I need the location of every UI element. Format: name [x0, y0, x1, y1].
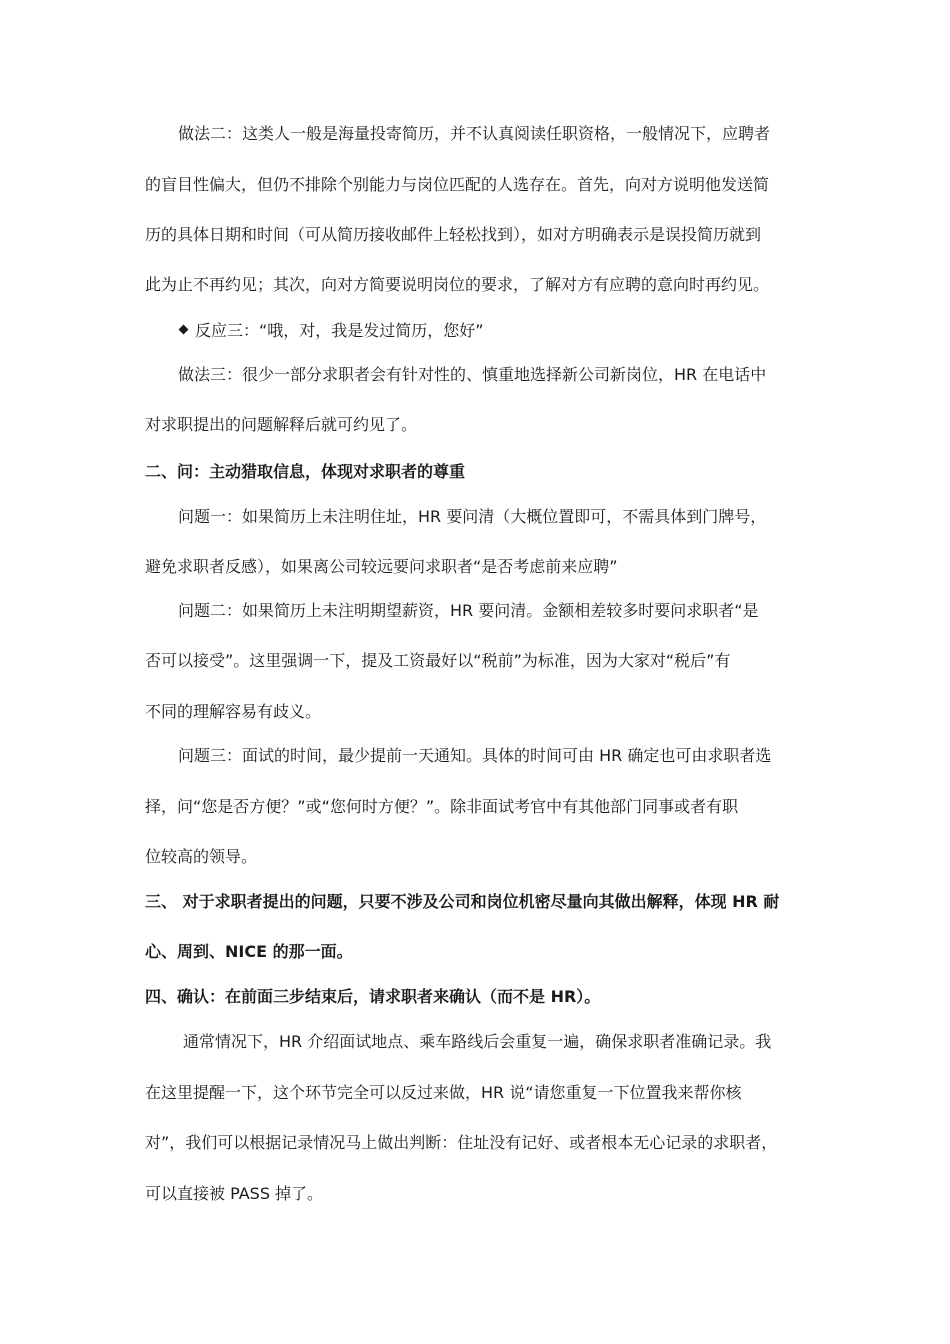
paragraph-line: 对求职提出的问题解释后就可约见了。 — [145, 415, 418, 434]
paragraph-line: 问题二：如果简历上未注明期望薪资，HR 要问清。金额相差较多时要问求职者“是 — [178, 601, 759, 620]
bullet-item — [180, 320, 484, 342]
paragraph-line: 不同的理解容易有歧义。 — [145, 702, 322, 721]
paragraph-line: 择，问“您是否方便？”或“您何时方便？”。除非面试考官中有其他部门同事或者有职 — [145, 797, 739, 816]
paragraph-line: 做法二：这类人一般是海量投寄简历，并不认真阅读任职资格，一般情况下，应聘者 — [178, 124, 771, 143]
paragraph-line: 问题三：面试的时间，最少提前一天通知。具体的时间可由 HR 确定也可由求职者选 — [178, 746, 772, 765]
diamond-bullet-icon — [179, 325, 189, 335]
bullet-text: 反应三：“哦，对，我是发过简历，您好” — [195, 321, 484, 340]
paragraph-line: 做法三：很少一部分求职者会有针对性的、慎重地选择新公司新岗位，HR 在电话中 — [178, 365, 767, 384]
section-heading: 三、 对于求职者提出的问题，只要不涉及公司和岗位机密尽量向其做出解释，体现 HR 耐 — [145, 892, 780, 911]
paragraph-line: 的盲目性偏大，但仍不排除个别能力与岗位匹配的人选存在。首先，向对方说明他发送简 — [145, 175, 770, 194]
paragraph-line: 此为止不再约见；其次，向对方简要说明岗位的要求，了解对方有应聘的意向时再约见。 — [145, 275, 770, 294]
paragraph-line: 否可以接受”。这里强调一下，提及工资最好以“税前”为标准，因为大家对“税后”有 — [145, 651, 731, 670]
paragraph-line: 对”，我们可以根据记录情况马上做出判断：住址没有记好、或者根本无心记录的求职者， — [145, 1133, 778, 1152]
section-heading: 二、问：主动猎取信息，体现对求职者的尊重 — [145, 462, 466, 481]
paragraph-line: 通常情况下，HR 介绍面试地点、乘车路线后会重复一遍，确保求职者准确记录。我 — [183, 1032, 772, 1051]
paragraph-line: 在这里提醒一下，这个环节完全可以反过来做，HR 说“请您重复一下位置我来帮你核 — [145, 1083, 742, 1102]
paragraph-line: 可以直接被 PASS 掉了。 — [145, 1184, 324, 1203]
paragraph-line: 位较高的领导。 — [145, 847, 258, 866]
paragraph-line: 问题一：如果简历上未注明住址，HR 要问清（大概位置即可，不需具体到门牌号， — [178, 507, 767, 526]
section-heading: 四、确认：在前面三步结束后，请求职者来确认（而不是 HR）。 — [145, 987, 601, 1006]
section-heading: 心、周到、NICE 的那一面。 — [145, 942, 353, 961]
paragraph-line: 避免求职者反感），如果离公司较远要问求职者“是否考虑前来应聘” — [145, 557, 618, 576]
paragraph-line: 历的具体日期和时间（可从简历接收邮件上轻松找到），如对方明确表示是误投简历就到 — [145, 225, 762, 244]
